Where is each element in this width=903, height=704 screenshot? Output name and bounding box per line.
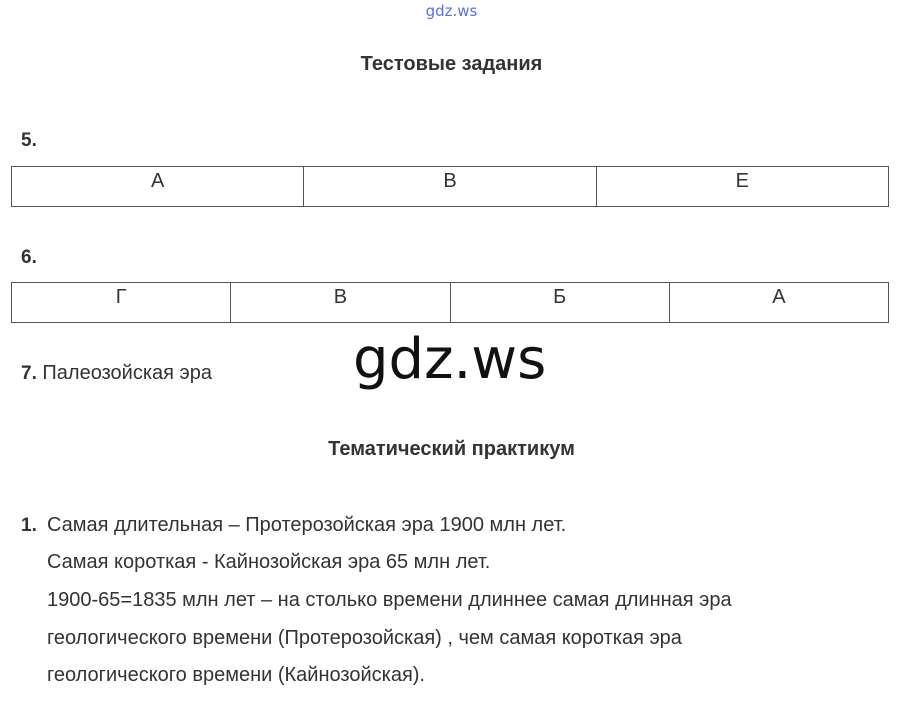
question-6-answer-table [11, 282, 889, 323]
answer-cell: В [231, 283, 450, 323]
answer-cell: А [669, 283, 888, 323]
question-6-number: 6. [21, 247, 37, 268]
practice-1-line: геологического времени (Кайнозойская). [47, 664, 425, 686]
watermark-top: gdz.ws [425, 2, 478, 20]
practice-1-number: 1. [21, 515, 37, 536]
section-title-tests: Тестовые задания [360, 53, 543, 75]
watermark-center: gdz.ws [353, 327, 547, 392]
practice-1-line: Самая короткая - Кайнозойская эра 65 млн лет. [47, 551, 491, 573]
answer-cell: Б [450, 283, 669, 323]
practice-1-line: геологического времени (Протерозойская) , чем самая короткая эра [47, 627, 682, 649]
answer-cell: А [12, 167, 304, 207]
section-title-practice: Тематический практикум [328, 438, 575, 460]
answer-cell: Е [596, 167, 888, 207]
question-7-answer: Палеозойская эра [42, 362, 213, 384]
question-5-number: 5. [21, 130, 37, 151]
question-7 [21, 362, 212, 385]
answer-cell: Г [12, 283, 231, 323]
question-5-answer-table [11, 166, 889, 207]
answer-cell: В [304, 167, 596, 207]
practice-1-line: 1900-65=1835 млн лет – на столько времени длиннее самая длинная эра [47, 589, 732, 611]
practice-1-line: Самая длительная – Протерозойская эра 1900 млн лет. [47, 514, 567, 536]
question-7-number: 7. [21, 363, 37, 384]
